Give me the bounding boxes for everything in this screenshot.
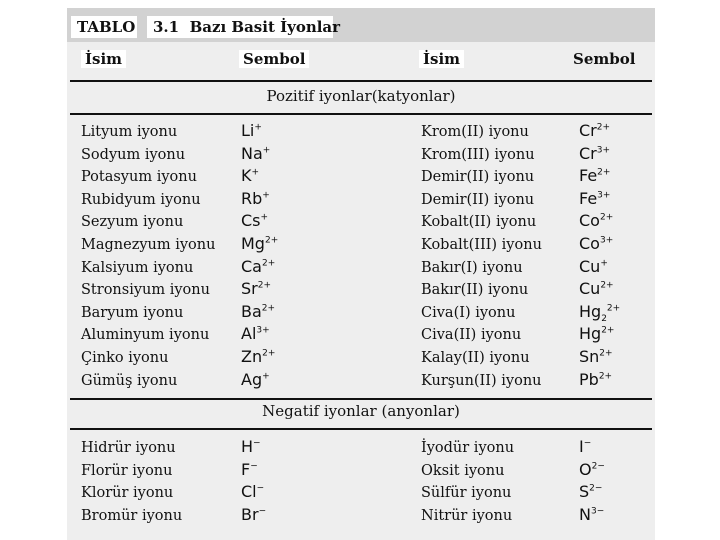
ion-name-right: İyodür iyonu — [421, 440, 515, 456]
ion-name-left: Magnezyum iyonu — [81, 237, 216, 253]
element-symbol: Zn — [241, 347, 263, 366]
ion-charge: + — [251, 167, 260, 178]
ion-symbol-right — [579, 211, 613, 230]
ion-symbol-right — [579, 121, 610, 140]
divider — [70, 113, 652, 115]
element-symbol: Sr — [241, 279, 258, 299]
ion-charge: 2+ — [257, 280, 272, 291]
ion-charge: 2+ — [599, 348, 613, 359]
subscript: 2 — [601, 313, 607, 324]
ion-symbol-right — [579, 301, 621, 324]
ion-charge: + — [262, 190, 270, 201]
ion-symbol-right — [579, 234, 613, 253]
ion-symbol-right — [579, 505, 604, 524]
element-symbol: Cr — [579, 121, 597, 140]
element-symbol: Ca — [241, 256, 262, 276]
ion-name-left: Florür iyonu — [81, 462, 173, 479]
element-symbol: Cu — [579, 279, 601, 299]
ion-name-left: Sezyum iyonu — [81, 214, 184, 231]
divider — [70, 428, 652, 430]
ion-symbol-left — [241, 505, 266, 524]
ion-symbol-right — [579, 189, 610, 208]
element-symbol: Co — [579, 211, 600, 231]
element-symbol: Hg — [579, 301, 602, 321]
ion-name-right: Kalay(II) iyonu — [421, 350, 530, 366]
ion-charge: 3− — [590, 506, 605, 517]
table-title — [147, 16, 341, 38]
ion-symbol-left — [241, 302, 275, 321]
ion-symbol-right — [579, 257, 608, 276]
negative-section-title: Negatif iyonlar (anyonlar) — [262, 402, 460, 420]
header-name-left: İsim — [81, 50, 126, 68]
ion-charge: 2− — [589, 483, 603, 494]
ion-name-right: Nitrür iyonu — [421, 507, 513, 524]
ion-symbol-right — [579, 324, 614, 343]
ion-symbol-right — [579, 279, 614, 298]
ion-name-right: Civa(I) iyonu — [421, 304, 516, 321]
ion-symbol-left — [241, 121, 262, 140]
ion-name-right: Kurşun(II) iyonu — [421, 372, 542, 389]
ion-charge: 2+ — [597, 167, 611, 178]
ion-symbol-left — [241, 460, 258, 479]
element-symbol: Cs — [241, 211, 261, 231]
element-symbol: Cl — [241, 482, 257, 501]
element-symbol: N — [579, 504, 591, 524]
ion-symbol-left — [241, 437, 261, 456]
ion-symbol-right — [579, 460, 605, 479]
element-symbol: H — [241, 437, 254, 456]
ion-charge: 2+ — [261, 303, 276, 314]
ion-charge: 2+ — [600, 280, 614, 291]
ion-charge: 3+ — [256, 326, 270, 337]
ion-symbol-left — [241, 166, 259, 185]
ion-charge: 2+ — [262, 348, 276, 359]
table-number: 3.1 — [153, 18, 180, 36]
ion-charge: − — [250, 461, 258, 472]
element-symbol: Cr — [579, 143, 597, 163]
element-symbol: Br — [241, 504, 259, 524]
ion-symbol-left — [241, 482, 264, 501]
title-band — [67, 8, 655, 42]
ion-name-left: Aluminyum iyonu — [81, 327, 210, 344]
ion-name-left: Hidrür iyonu — [81, 440, 176, 456]
ion-symbol-left — [241, 257, 275, 276]
ion-charge: − — [583, 438, 592, 449]
ion-symbol-right — [579, 347, 613, 366]
element-symbol: F — [241, 459, 251, 479]
ion-charge: + — [262, 371, 270, 382]
ion-name-left: Klorür iyonu — [81, 485, 174, 501]
element-symbol: Mg — [241, 234, 265, 253]
ion-symbol-left — [241, 370, 270, 389]
element-symbol: K — [241, 166, 252, 186]
ion-symbol-right — [579, 437, 591, 456]
ion-name-right: Demir(II) iyonu — [421, 169, 535, 186]
element-symbol: Ag — [241, 369, 263, 389]
ion-name-right: Oksit iyonu — [421, 462, 505, 479]
table-label: TABLO — [71, 16, 137, 38]
ion-table — [67, 8, 655, 540]
ion-charge: − — [258, 506, 267, 517]
element-symbol: S — [579, 482, 590, 501]
ion-name-left: Potasyum iyonu — [81, 169, 197, 186]
ion-name-right: Civa(II) iyonu — [421, 327, 522, 344]
ion-charge: 3+ — [596, 145, 611, 156]
ion-charge: 3+ — [597, 190, 611, 201]
ion-symbol-left — [241, 234, 278, 253]
ion-symbol-left — [241, 189, 270, 208]
ion-name-right: Demir(II) iyonu — [421, 191, 535, 208]
element-symbol: Co — [579, 234, 600, 253]
ion-symbol-left — [241, 279, 271, 298]
ion-symbol-left — [241, 144, 270, 163]
element-symbol: Rb — [241, 188, 263, 208]
ion-name-left: Lityum iyonu — [81, 124, 178, 140]
ion-name-left: Stronsiyum iyonu — [81, 282, 210, 299]
ion-charge: 2+ — [264, 235, 279, 246]
ion-symbol-left — [241, 347, 275, 366]
divider — [70, 80, 652, 82]
ion-name-right: Bakır(I) iyonu — [421, 259, 523, 276]
ion-name-left: Baryum iyonu — [81, 304, 184, 321]
ion-name-left: Kalsiyum iyonu — [81, 259, 194, 276]
ion-charge: 2− — [591, 461, 605, 472]
ion-charge: 2+ — [601, 326, 615, 337]
element-symbol: Cu — [579, 256, 601, 276]
ion-charge: + — [254, 122, 262, 133]
ion-symbol-right — [579, 482, 602, 501]
ion-charge: + — [600, 258, 608, 269]
element-symbol: Fe — [579, 166, 598, 186]
ion-name-left: Rubidyum iyonu — [81, 191, 201, 208]
ion-name-left: Sodyum iyonu — [81, 146, 186, 163]
ion-name-right: Sülfür iyonu — [421, 485, 512, 501]
positive-section-title: Pozitif iyonlar(katyonlar) — [266, 87, 456, 105]
ion-symbol-right — [579, 370, 612, 389]
ion-charge: 3+ — [599, 235, 614, 246]
ion-symbol-right — [579, 144, 610, 163]
header-symbol-right: Sembol — [573, 50, 636, 68]
ion-name-right: Kobalt(III) iyonu — [421, 237, 542, 253]
element-symbol: Sn — [579, 347, 600, 366]
ion-name-right: Krom(II) iyonu — [421, 124, 529, 140]
ion-charge: 2+ — [596, 122, 611, 133]
ion-name-left: Bromür iyonu — [81, 507, 183, 524]
table-title-text: Bazı Basit İyonlar — [189, 18, 341, 36]
ion-charge: 2+ — [599, 213, 614, 224]
divider — [70, 398, 652, 400]
element-symbol: I — [579, 437, 584, 456]
ion-charge: 2+ — [606, 303, 621, 314]
ion-name-right: Bakır(II) iyonu — [421, 282, 529, 299]
ion-charge: + — [260, 213, 269, 224]
element-symbol: O — [579, 459, 592, 479]
element-symbol: Al — [241, 324, 257, 344]
element-symbol: Li — [241, 121, 255, 140]
ion-symbol-left — [241, 211, 268, 230]
ion-name-left: Gümüş iyonu — [81, 372, 178, 389]
ion-name-right: Krom(III) iyonu — [421, 146, 535, 163]
element-symbol: Pb — [579, 369, 599, 389]
ion-charge: + — [262, 145, 271, 156]
ion-symbol-right — [579, 166, 610, 185]
ion-symbol-left — [241, 324, 270, 343]
element-symbol: Na — [241, 143, 263, 163]
element-symbol: Hg — [579, 324, 602, 344]
ion-name-right: Kobalt(II) iyonu — [421, 214, 537, 231]
ion-charge: 2+ — [598, 371, 613, 382]
ion-charge: − — [253, 438, 261, 449]
ion-charge: − — [256, 483, 265, 494]
header-symbol-left: Sembol — [239, 50, 309, 68]
header-name-right: İsim — [419, 50, 464, 68]
ion-name-left: Çinko iyonu — [81, 350, 169, 366]
element-symbol: Ba — [241, 301, 262, 321]
element-symbol: Fe — [579, 188, 598, 208]
ion-charge: 2+ — [261, 258, 276, 269]
